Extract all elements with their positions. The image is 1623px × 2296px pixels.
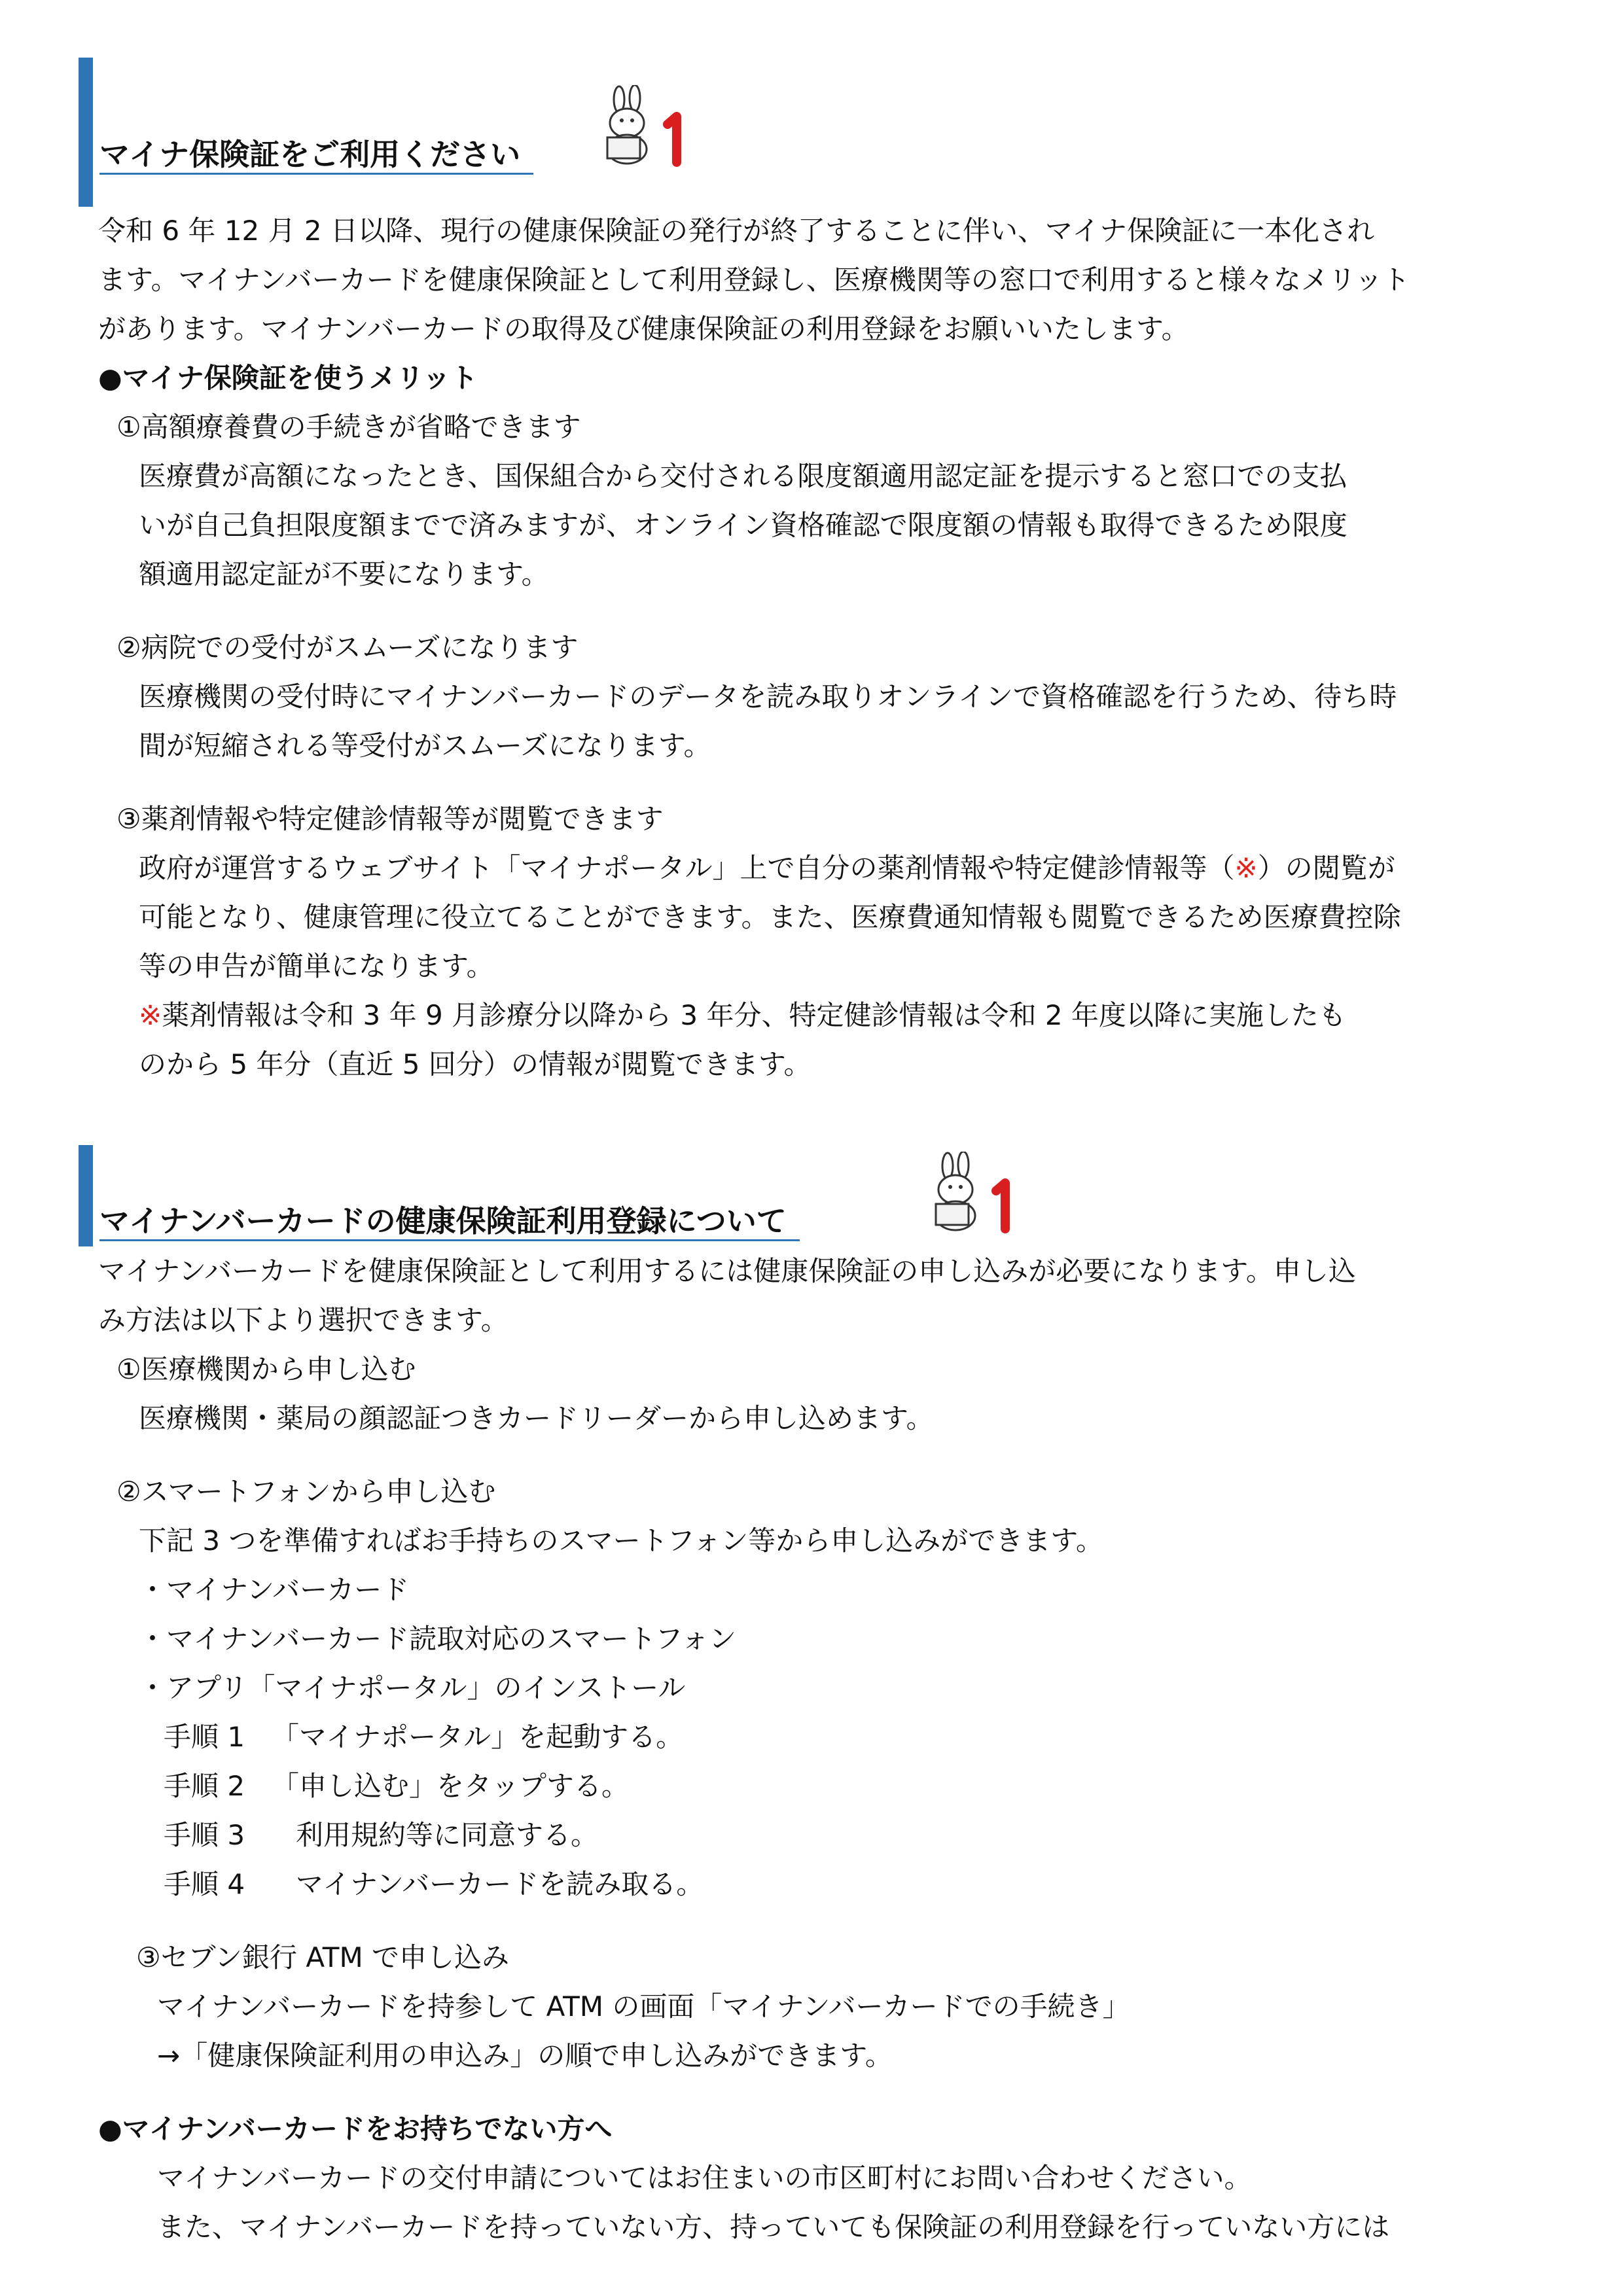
intro-line: 令和 6 年 12 月 2 日以降、現行の健康保険証の発行が終了することに伴い、マイナ保険証に一本化され <box>98 215 1375 247</box>
note-mark: ※ <box>139 999 162 1031</box>
intro-line: ます。マイナンバーカードを健康保険証として利用登録し、医療機関等の窓口で利用すると様々なメリット <box>98 264 1410 296</box>
section-title: マイナンバーカードの健康保険証利用登録について <box>99 1203 800 1241</box>
list-item: ・マイナンバーカード <box>139 1574 410 1606</box>
step-label: 手順 3 <box>164 1819 245 1851</box>
merit-text: 医療費が高額になったとき、国保組合から交付される限度額適用認定証を提示すると窓口での支払 <box>139 460 1347 492</box>
step-text: 利用規約等に同意する。 <box>296 1819 599 1851</box>
step-label: 手順 2 <box>164 1770 245 1802</box>
merit-title: ②病院での受付がスムーズになります <box>116 631 579 663</box>
note-text-part: 薬剤情報は令和 3 年 9 月診療分以降から 3 年分、特定健診情報は令和 2 年度以降に実施したも <box>162 999 1346 1031</box>
intro-line: マイナンバーカードを健康保険証として利用するには健康保険証の申し込みが必要になります。申し込 <box>98 1255 1356 1287</box>
option-text: マイナンバーカードを持参して ATM の画面「マイナンバーカードでの手続き」 <box>157 1990 1130 2022</box>
merit-text: 可能となり、健康管理に役立てることができます。また、医療費通知情報も閲覧できるため医療費控除 <box>139 901 1401 933</box>
no-card-heading: ●マイナンバーカードをお持ちでない方へ <box>98 2113 613 2145</box>
merit-text: 等の申告が簡単になります。 <box>139 950 494 982</box>
step-text: 「マイナポータル」を起動する。 <box>272 1721 684 1753</box>
option-text: →「健康保険証利用の申込み」の順で申し込みができます。 <box>157 2040 893 2072</box>
note-text: のから 5 年分（直近 5 回分）の情報が閲覧できます。 <box>139 1048 812 1080</box>
mynumber-mascot-icon <box>594 85 699 170</box>
merit-text: いが自己負担限度額までで済みますが、オンライン資格確認で限度額の情報も取得できるため限度 <box>139 509 1347 541</box>
list-item: ・マイナンバーカード読取対応のスマートフォン <box>139 1623 737 1655</box>
intro-line: み方法は以下より選択できます。 <box>98 1304 508 1336</box>
option-title: ②スマートフォンから申し込む <box>116 1475 496 1508</box>
section-accent-bar <box>79 1145 93 1246</box>
option-title: ③セブン銀行 ATM で申し込み <box>136 1941 510 1973</box>
merit-text-part: ）の閲覧が <box>1257 852 1395 884</box>
list-item: ・アプリ「マイナポータル」のインストール <box>139 1672 686 1704</box>
step-label: 手順 1 <box>164 1721 245 1753</box>
step-text: 「申し込む」をタップする。 <box>272 1770 630 1802</box>
step-label: 手順 4 <box>164 1868 245 1900</box>
no-card-text: マイナンバーカードの交付申請についてはお住まいの市区町村にお問い合わせください。 <box>157 2162 1252 2194</box>
option-text: 下記 3 つを準備すればお手持ちのスマートフォン等から申し込みができます。 <box>139 1525 1103 1557</box>
section-title: マイナ保険証をご利用ください <box>99 136 533 175</box>
merit-text <box>139 852 1395 885</box>
intro-line: があります。マイナンバーカードの取得及び健康保険証の利用登録をお願いいたします。 <box>98 313 1189 345</box>
option-title: ①医療機関から申し込む <box>116 1353 416 1385</box>
merit-text: 額適用認定証が不要になります。 <box>139 558 549 590</box>
merit-title: ①高額療養費の手続きが省略できます <box>116 411 581 443</box>
note-mark: ※ <box>1234 852 1258 884</box>
section-accent-bar <box>79 58 93 207</box>
step-text: マイナンバーカードを読み取る。 <box>296 1868 704 1900</box>
merit-title: ③薬剤情報や特定健診情報等が閲覧できます <box>116 803 664 835</box>
note-text <box>139 999 1346 1032</box>
merit-text: 医療機関の受付時にマイナンバーカードのデータを読み取りオンラインで資格確認を行うため、待ち時 <box>139 680 1397 713</box>
option-text: 医療機関・薬局の顔認証つきカードリーダーから申し込めます。 <box>139 1402 934 1434</box>
no-card-text: また、マイナンバーカードを持っていない方、持っていても保険証の利用登録を行っていない方には <box>157 2211 1390 2243</box>
merits-heading: ●マイナ保険証を使うメリット <box>98 362 478 394</box>
mynumber-mascot-icon <box>923 1152 1027 1237</box>
merit-text: 間が短縮される等受付がスムーズになります。 <box>139 730 711 762</box>
merit-text-part: 政府が運営するウェブサイト「マイナポータル」上で自分の薬剤情報や特定健診情報等（ <box>139 852 1235 884</box>
